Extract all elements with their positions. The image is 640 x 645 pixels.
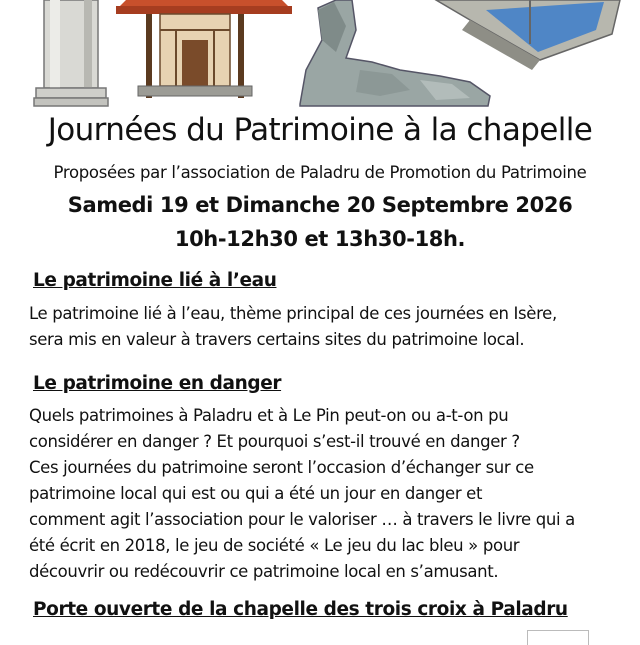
heritage-illustrations (0, 0, 640, 112)
paragraph-line: considérer en danger ? Et pourquoi s’est-il trouvé en danger ? (29, 432, 520, 451)
page-title: Journées du Patrimoine à la chapelle (47, 112, 593, 148)
cropped-image-frame (527, 630, 589, 645)
section-heading-open-door: Porte ouverte de la chapelle des trois croix à Paladru (33, 599, 568, 620)
castle-ruin-illustration (300, 0, 490, 106)
section-text-danger (29, 403, 635, 585)
stone-column-illustration (34, 0, 108, 106)
paragraph-line: patrimoine local qui est ou qui a été un jour en danger et (29, 484, 483, 503)
section-text-water (29, 301, 635, 353)
section-heading-danger: Le patrimoine en danger (33, 373, 282, 394)
paragraph-line: été écrit en 2018, le jeu de société « Le jeu du lac bleu » pour (29, 536, 520, 555)
paragraph-line: Quels patrimoines à Paladru et à Le Pin peut-on ou a-t-on pu (29, 406, 509, 425)
paragraph-line: sera mis en valeur à travers certains sites du patrimoine local. (29, 330, 525, 349)
section-heading-water: Le patrimoine lié à l’eau (33, 270, 277, 291)
paragraph-line: Le patrimoine lié à l’eau, thème principal de ces journées en Isère, (29, 304, 557, 323)
event-dates: Samedi 19 et Dimanche 20 Septembre 2026 (67, 193, 573, 217)
water-channel-illustration (436, 0, 620, 70)
paragraph-line: découvrir ou redécouvrir ce patrimoine local en s’amusant. (29, 562, 499, 581)
organizer-subtitle: Proposées par l’association de Paladru de Promotion du Patrimoine (53, 163, 587, 182)
paragraph-line: comment agit l’association pour le valoriser … à travers le livre qui a (29, 510, 575, 529)
event-hours: 10h-12h30 et 13h30-18h. (174, 227, 466, 251)
paragraph-line: Ces journées du patrimoine seront l’occasion d’échanger sur ce (29, 458, 534, 477)
timber-lavoir-illustration (116, 0, 292, 98)
